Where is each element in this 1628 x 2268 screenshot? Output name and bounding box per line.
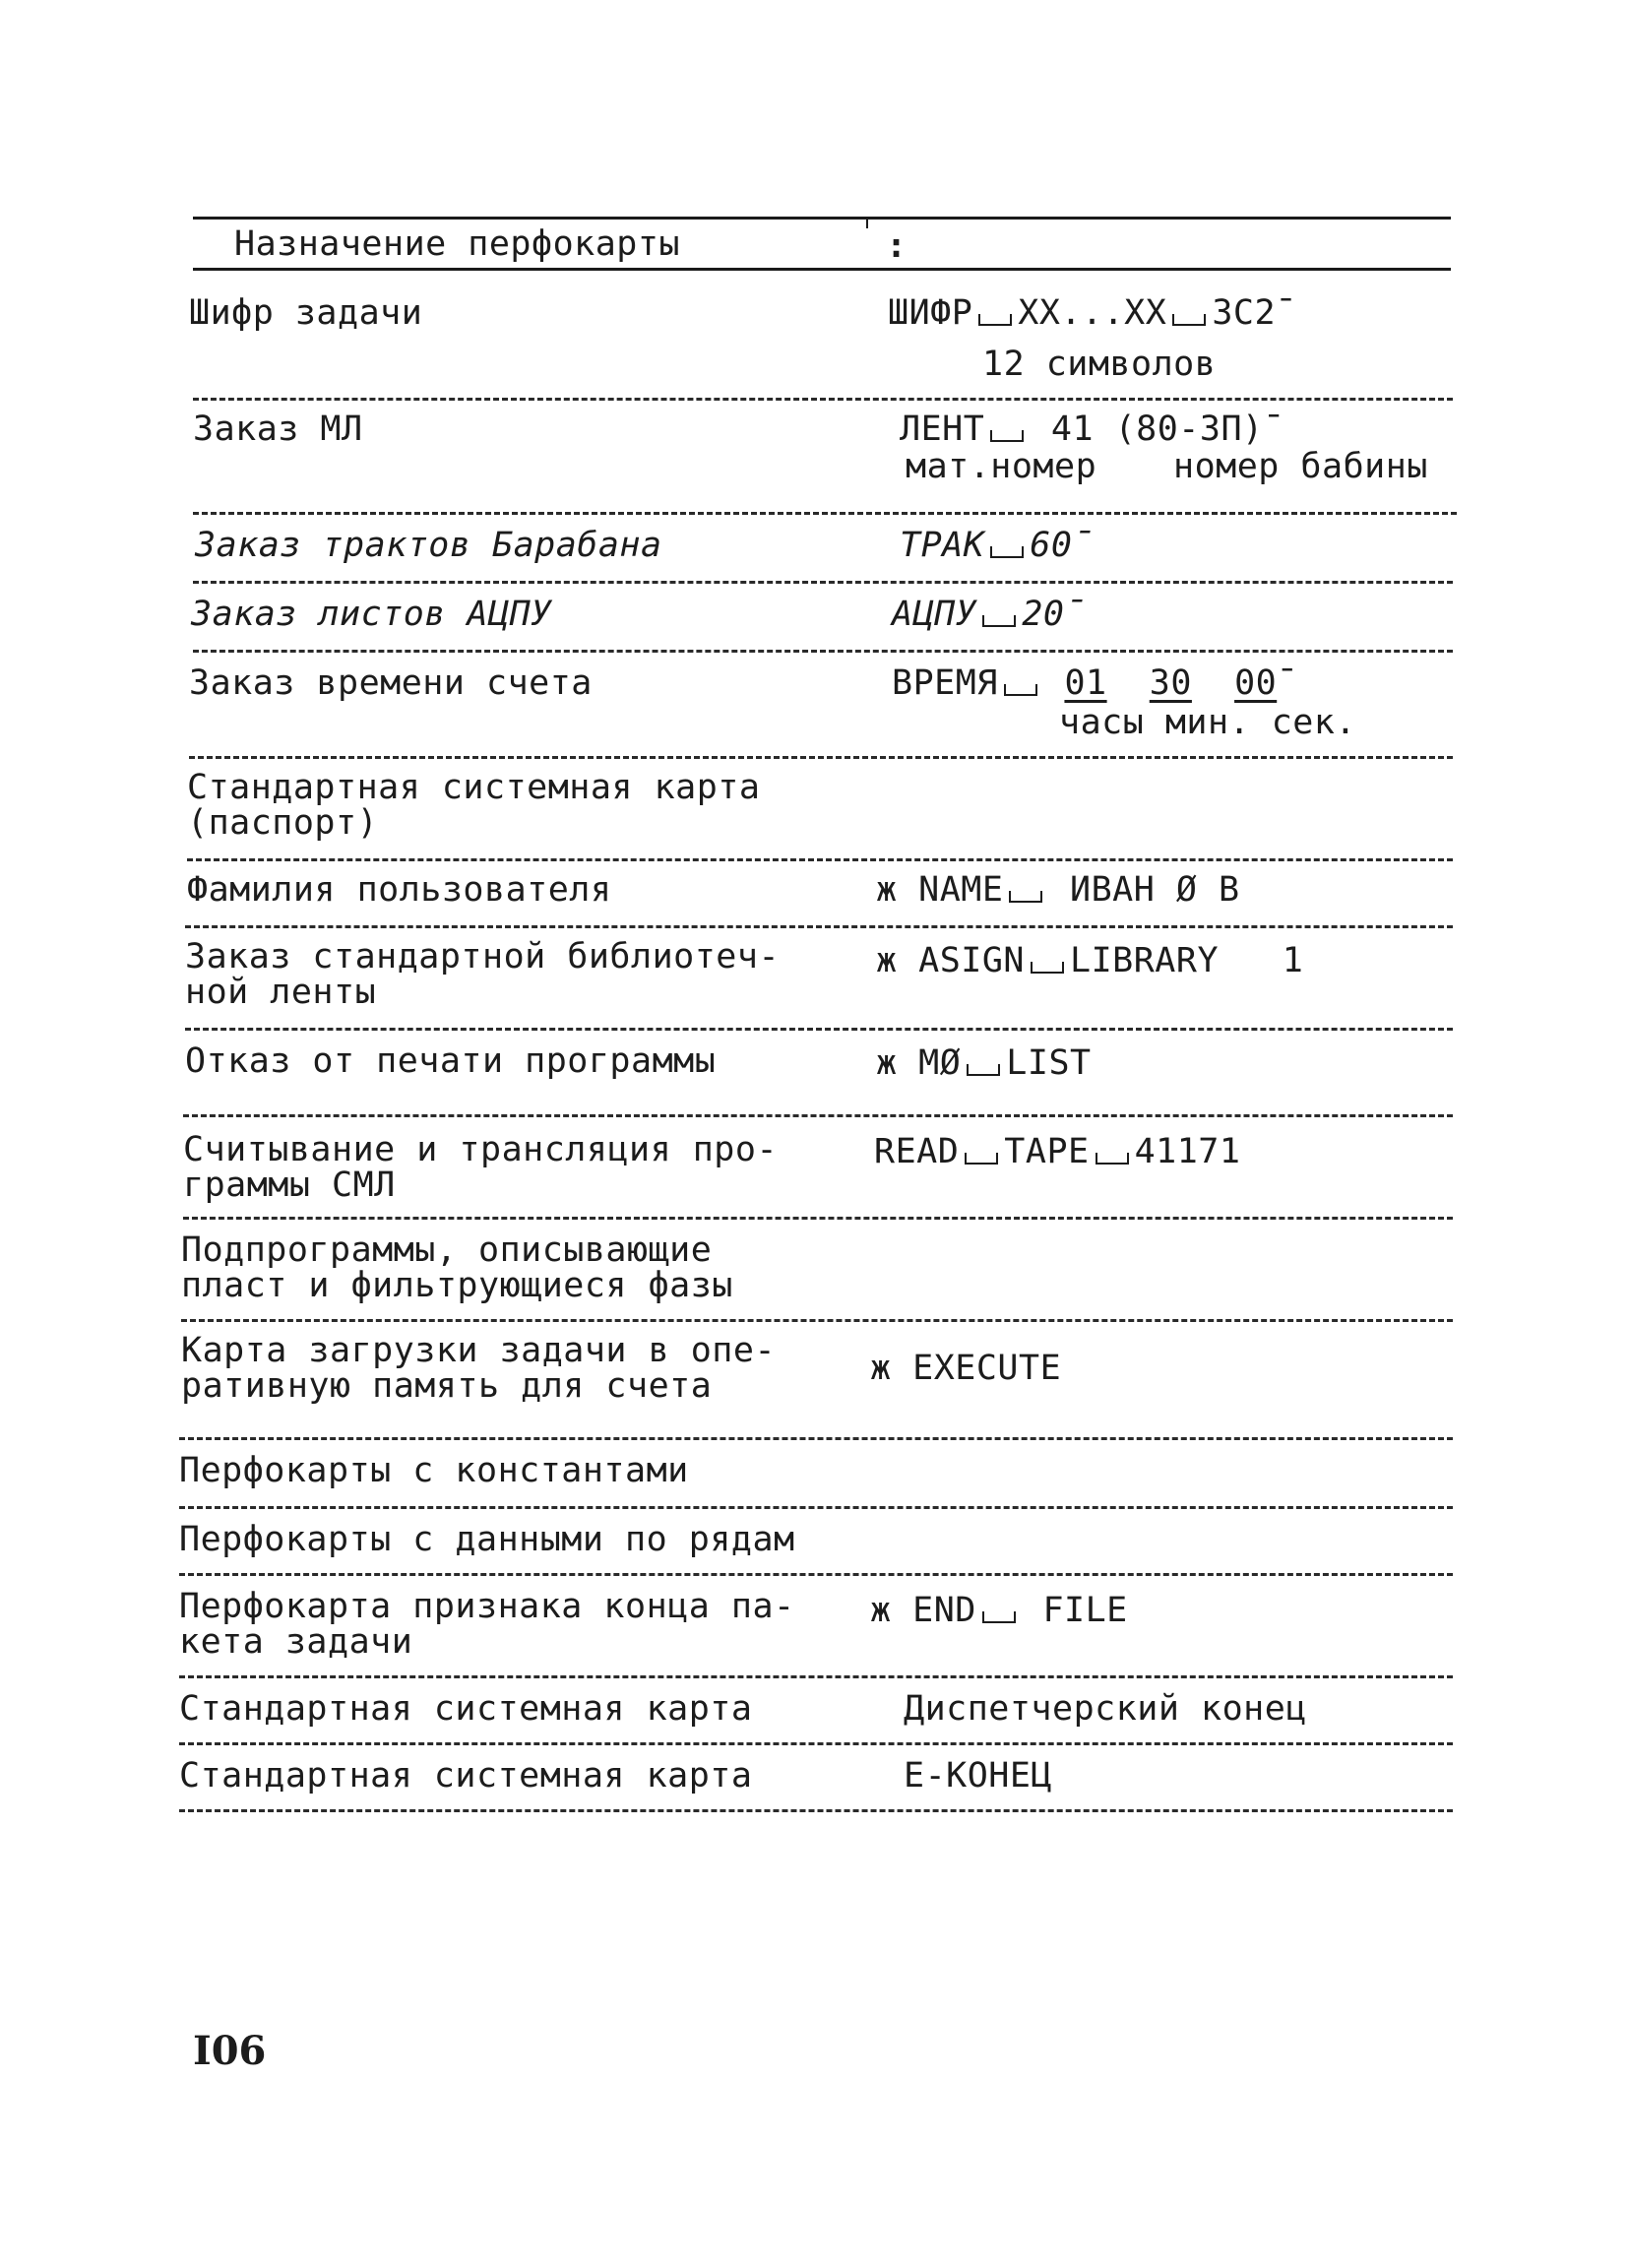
row-value-task-code: ШИФР XX...XX ЗС2¯	[888, 293, 1297, 333]
row-value-library	[876, 943, 1303, 978]
row-value-tape-order: ЛЕНТ 41 (80-ЗП)¯	[900, 410, 1285, 449]
space-mark-icon	[965, 1153, 998, 1165]
space-mark-icon	[1031, 962, 1064, 974]
value-token: АЦПУ	[892, 595, 977, 634]
value-token: 60	[1030, 526, 1073, 565]
header-title: Назначение перфокарты	[234, 224, 681, 264]
row-label-system-card-1: Стандартная системная карта	[179, 1689, 753, 1729]
row-value-drum-tracks: ТРАК 60¯	[900, 526, 1095, 565]
row-separator	[193, 581, 1453, 584]
row-label-library-1: Заказ стандартной библиотеч-	[185, 937, 781, 976]
row-value-no-print	[876, 1045, 1092, 1081]
row-separator	[185, 1028, 1453, 1031]
value-token: 1	[1282, 941, 1304, 980]
space-mark-icon	[982, 615, 1016, 627]
row-value-compute-time: ВРЕМЯ 01 30 00¯	[892, 663, 1298, 703]
row-label-row-data: Перфокарты с данными по рядам	[179, 1520, 795, 1559]
row-label-read-translate-2: граммы СМЛ	[183, 1166, 396, 1205]
value-token: READ	[874, 1132, 960, 1171]
row-label-drum-tracks: Заказ трактов Барабана	[195, 526, 662, 565]
row-value-end-marker	[870, 1593, 1128, 1628]
row-value-dispatcher-end: Диспетчерский конец	[904, 1689, 1307, 1729]
row-separator	[185, 925, 1453, 928]
row-separator	[179, 1573, 1453, 1576]
value-token: 41171	[1134, 1132, 1241, 1171]
space-mark-icon	[967, 1064, 1000, 1076]
space-mark-icon	[1096, 1153, 1129, 1165]
value-token: XX...XX	[1018, 293, 1167, 333]
row-separator	[179, 1742, 1453, 1745]
row-label-user-name: Фамилия пользователя	[187, 870, 612, 910]
seconds-value: 00	[1234, 663, 1278, 703]
row-label-no-print: Отказ от печати программы	[185, 1041, 717, 1081]
row-value-user-name	[876, 872, 1240, 908]
row-value-e-end: Е-КОНЕЦ	[904, 1756, 1053, 1796]
value-token: ж NAME	[876, 870, 1004, 910]
row-separator	[179, 1675, 1453, 1678]
row-separator	[183, 1114, 1453, 1117]
header-divider-tick	[866, 219, 868, 228]
row-value-read-translate	[874, 1134, 1240, 1169]
space-mark-icon	[1172, 314, 1206, 326]
row-label-end-marker-2: кета задачи	[179, 1622, 413, 1662]
row-separator	[179, 1506, 1453, 1509]
row-label-passport-2: (паспорт)	[187, 803, 379, 843]
row-label-tape-order: Заказ МЛ	[193, 410, 363, 449]
row-separator	[189, 756, 1453, 759]
value-token: LIST	[1006, 1043, 1092, 1083]
value-token: ТРАК	[900, 526, 985, 565]
value-token: 41 (80-ЗП)	[1050, 410, 1264, 449]
row-label-read-translate-1: Считывание и трансляция про-	[183, 1130, 779, 1169]
space-mark-icon	[990, 546, 1024, 558]
row-separator	[193, 650, 1453, 653]
header-top-rule	[193, 217, 1451, 220]
row-label-compute-time: Заказ времени счета	[189, 663, 593, 703]
row-separator	[183, 1217, 1453, 1220]
row-label-execute-2: ративную память для счета	[181, 1366, 713, 1406]
minutes-value: 30	[1149, 663, 1192, 703]
value-token: ИВАН Ø В	[1070, 870, 1240, 910]
value-token: LIBRARY	[1070, 941, 1220, 980]
value-token: ж END	[870, 1591, 976, 1630]
value-token: ж MØ	[876, 1043, 962, 1083]
value-token: ж ASIGN	[876, 941, 1026, 980]
row-separator	[193, 512, 1457, 515]
row-label-library-2: ной ленты	[185, 973, 377, 1012]
row-note-reel-number: номер бабины	[1173, 447, 1428, 486]
row-note-time-units: часы мин. сек.	[1059, 703, 1357, 742]
row-label-end-marker-1: Перфокарта признака конца па-	[179, 1587, 795, 1626]
row-label-passport-1: Стандартная системная карта	[187, 768, 761, 807]
row-separator	[181, 1319, 1453, 1322]
row-value-printer-sheets: АЦПУ 20¯	[892, 595, 1087, 634]
row-separator	[193, 398, 1453, 401]
value-token: ВРЕМЯ	[892, 663, 998, 703]
space-mark-icon	[982, 1611, 1016, 1623]
row-separator	[187, 858, 1453, 861]
value-token: 20	[1022, 595, 1065, 634]
page-number: I06	[193, 2028, 267, 2074]
row-separator	[179, 1809, 1453, 1812]
value-token: ЗС2	[1212, 293, 1277, 333]
row-label-subroutines-2: пласт и фильтрующиеся фазы	[181, 1266, 733, 1305]
value-token: FILE	[1042, 1591, 1128, 1630]
row-label-printer-sheets: Заказ листов АЦПУ	[191, 595, 552, 634]
row-separator	[179, 1437, 1453, 1440]
space-mark-icon	[1004, 684, 1037, 696]
row-note-task-code: 12 символов	[982, 345, 1217, 384]
value-token: ЛЕНТ	[900, 410, 985, 449]
row-label-constants: Перфокарты с константами	[179, 1451, 689, 1490]
row-label-system-card-2: Стандартная системная карта	[179, 1756, 753, 1796]
row-note-tape-number: мат.номер	[906, 447, 1097, 486]
row-label-task-code: Шифр задачи	[189, 293, 423, 333]
header-bottom-rule	[193, 268, 1451, 271]
header-colon: :	[886, 226, 908, 266]
space-mark-icon	[1009, 891, 1042, 903]
value-token: ШИФР	[888, 293, 973, 333]
row-value-execute: ж EXECUTE	[870, 1349, 1062, 1388]
space-mark-icon	[990, 430, 1024, 442]
row-label-subroutines-1: Подпрограммы, описывающие	[181, 1230, 713, 1270]
row-label-execute-1: Карта загрузки задачи в опе-	[181, 1331, 777, 1370]
hours-value: 01	[1064, 663, 1107, 703]
space-mark-icon	[978, 314, 1012, 326]
value-token: TAPE	[1004, 1132, 1090, 1171]
